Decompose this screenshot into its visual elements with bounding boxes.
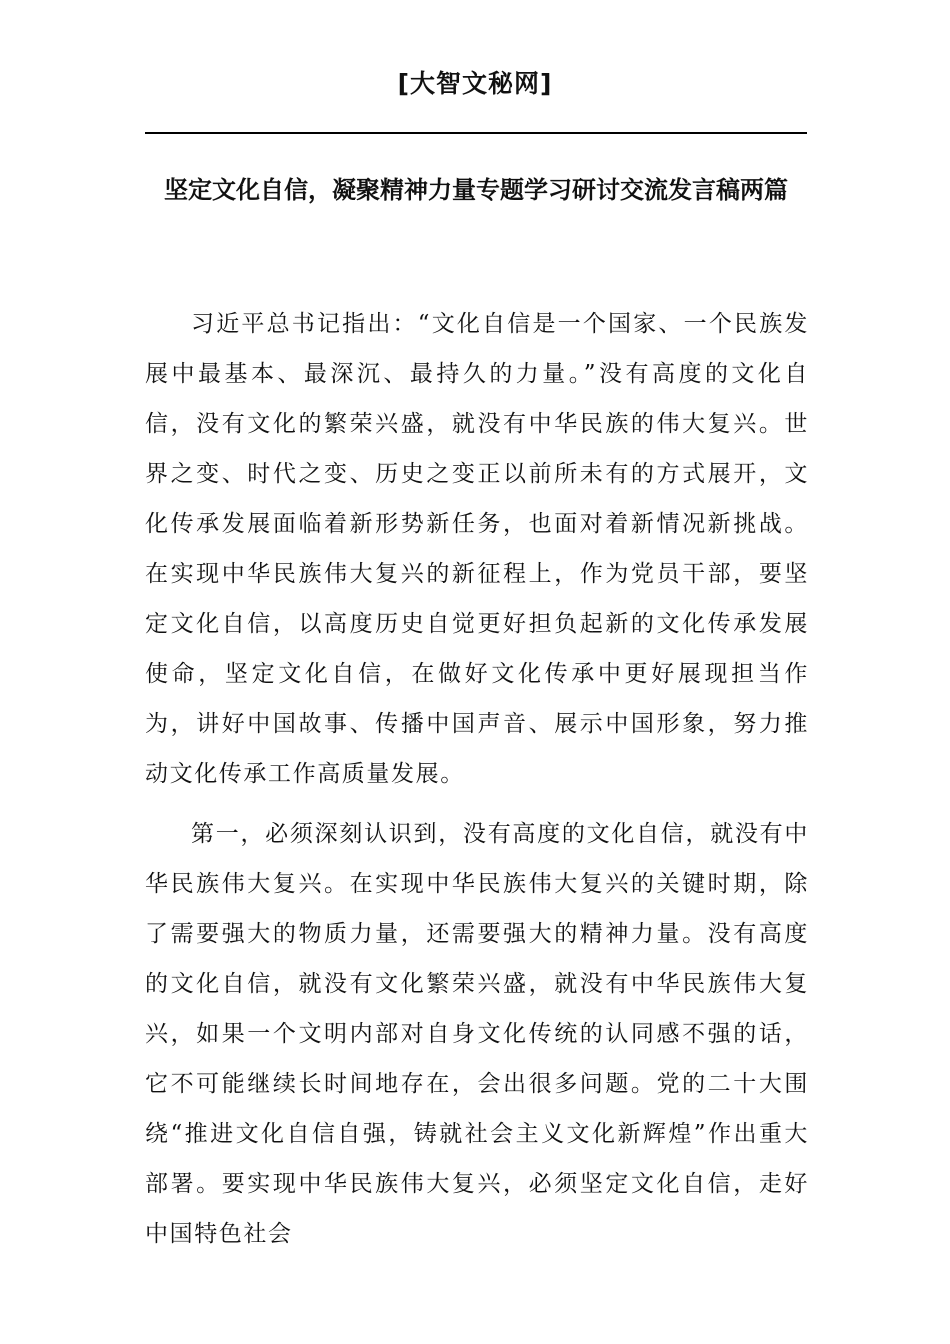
paragraph-intro: 习近平总书记指出：“文化自信是一个国家、一个民族发展中最基本、最深沉、最持久的力量。”没有高度的文化自信，没有文化的繁荣兴盛，就没有中华民族的伟大复兴。世界之变、时代之变、历史之变正以前所未有的方式展开，文化传承发展面临着新形势新任务，也面对着新情况新挑战。在实现中华民族伟大复兴的新征程上，作为党员干部，要坚定文化自信，以高度历史自觉更好担负起新的文化传承发展使命，坚定文化自信，在做好文化传承中更好展现担当作为，讲好中国故事、传播中国声音、展示中国形象，努力推动文化传承工作高质量发展。 (145, 311, 809, 787)
header-divider (145, 132, 807, 134)
document-body (145, 299, 809, 1259)
document-title: 坚定文化自信，凝聚精神力量专题学习研讨交流发言稿两篇 (164, 176, 788, 204)
site-header: [大智文秘网] (397, 69, 553, 98)
paragraph-first-point: 第一，必须深刻认识到，没有高度的文化自信，就没有中华民族伟大复兴。在实现中华民族伟大复兴的关键时期，除了需要强大的物质力量，还需要强大的精神力量。没有高度的文化自信，就没有文化繁荣兴盛，就没有中华民族伟大复兴，如果一个文明内部对自身文化传统的认同感不强的话，它不可能继续长时间地存在，会出很多问题。党的二十大围绕“推进文化自信自强，铸就社会主义文化新辉煌”作出重大部署。要实现中华民族伟大复兴，必须坚定文化自信，走好中国特色社会 (145, 821, 809, 1247)
